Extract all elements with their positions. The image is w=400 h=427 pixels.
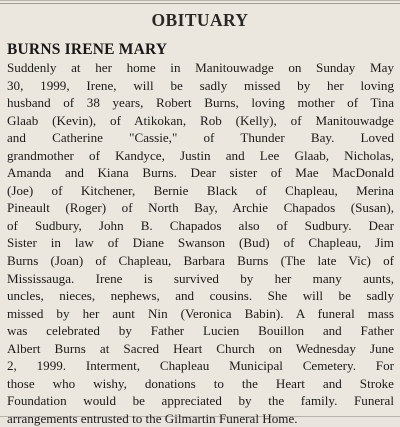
deceased-name: BURNS IRENE MARY xyxy=(7,41,168,58)
body-line: those who wishy, donations to the Heart and Stroke xyxy=(7,375,394,391)
body-line: 30, 1999, Irene, will be sadly missed by her loving xyxy=(7,77,394,93)
body-line: husband of 38 years, Robert Burns, loving mother of Tina xyxy=(7,95,394,111)
body-line: (Joe) of Kitchener, Bernie Black of Chapleau, Merina xyxy=(7,182,394,198)
body-line: arrangements entrusted to the Gilmartin Funeral Home. xyxy=(7,410,298,426)
body-line: Mississauga. Irene is survived by her many aunts, xyxy=(7,270,394,286)
body-line: and Catherine "Cassie," of Thunder Bay. Loved xyxy=(7,130,394,146)
body-line: Foundation would be appreciated by the family. Funeral xyxy=(7,393,394,409)
body-line: Albert Burns at Sacred Heart Church on Wednesday June xyxy=(7,340,394,356)
body-line: Suddenly at her home in Manitouwadge on Sunday May xyxy=(7,60,394,75)
body-line: was celebrated by Father Lucien Bouillon and Father xyxy=(7,323,394,339)
body-line: 2, 1999. Interment, Chapleau Municipal Cemetery. For xyxy=(7,358,394,374)
body-line: missed by her aunt Nin (Veronica Babin). A funeral mass xyxy=(7,305,394,321)
obituary-body xyxy=(7,59,394,427)
body-line: Pineault (Roger) of North Bay, Archie Chapados (Susan), xyxy=(7,200,394,216)
body-line: grandmother of Kandyce, Justin and Lee Glaab, Nicholas, xyxy=(7,147,394,163)
body-line: Amanda and Kiana Burns. Dear sister of Mae MacDonald xyxy=(7,165,394,181)
body-line: Burns (Joan) of Chapleau, Barbara Burns (The late Vic) of xyxy=(7,253,394,269)
section-heading: OBITUARY xyxy=(151,10,249,30)
body-line: Sister in law of Diane Swanson (Bud) of Chapleau, Jim xyxy=(7,235,394,251)
body-line: of Sudbury, John B. Chapados also of Sudbury. Dear xyxy=(7,217,394,233)
top-rule xyxy=(0,3,400,4)
body-line: uncles, nieces, nephews, and cousins. She will be sadly xyxy=(7,288,394,304)
body-line: Glaab (Kevin), of Atikokan, Rob (Kelly), of Manitouwadge xyxy=(7,112,394,128)
